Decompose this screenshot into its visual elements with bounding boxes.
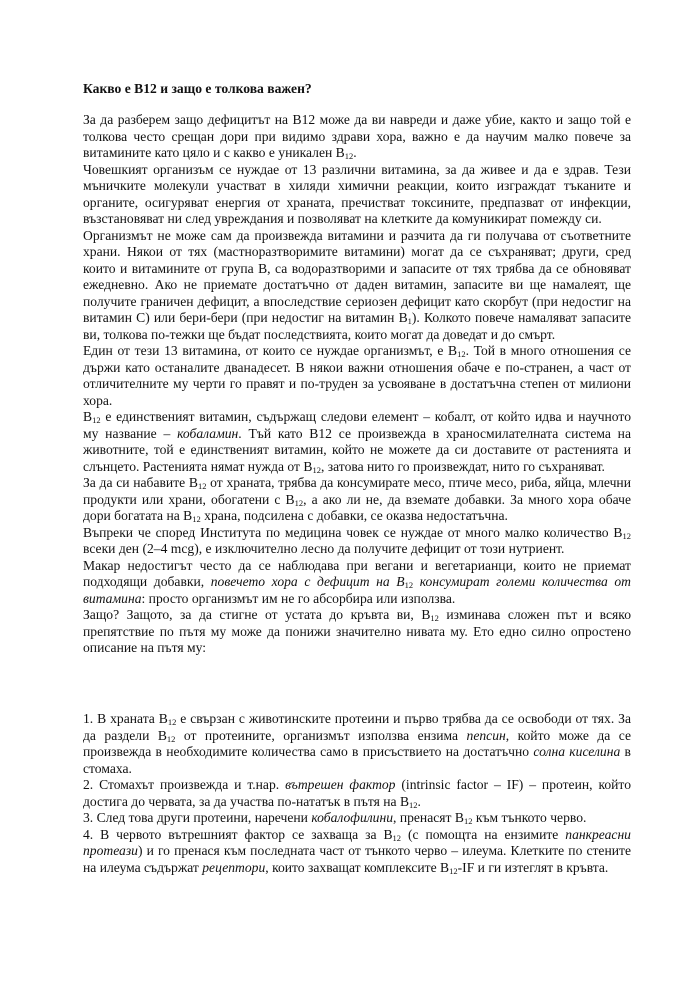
paragraph-4	[83, 343, 631, 409]
paragraph-text: , затова нито го произвеждат, нито го съхраняват.	[320, 458, 605, 474]
subscript: 12	[344, 151, 354, 161]
paragraph-text: В	[83, 409, 93, 424]
subscript: 12	[463, 816, 473, 826]
list-text: 2. Стомахът произвежда и т.нар.	[83, 777, 286, 792]
italic-term: кобалофилини	[311, 810, 394, 825]
paragraph-text: Един от тези 13 витамина, от които се нуждае организмът, е В	[83, 343, 458, 358]
italic-term: вътрешен фактор	[285, 777, 396, 792]
list-item-2	[83, 777, 631, 810]
paragraph-text: , а ако ли не, да вземате добавки. За много хора обаче дори богатата на В	[83, 491, 632, 523]
document-title: Какво е В12 и защо е толкова важен?	[83, 81, 312, 96]
paragraph-text: . Тъй като В12 се произвежда в храносмилателната система на животните, той е единственият витамин, който не можете да си доставите от растенията и слънцето. Растенията нямат нужда от В	[83, 425, 631, 474]
paragraph-text: храна, подсилена с добавки, се оказва недостатъчна.	[200, 508, 508, 523]
subscript: 1	[407, 316, 412, 326]
italic-term: солна киселина	[533, 744, 621, 759]
subscript: 12	[409, 799, 418, 810]
subscript: 12	[312, 464, 321, 475]
paragraph-2: Човешкият организъм се нуждае от 13 различни витамина, за да живее и да е здрав. Тези мъничките молекули участват в хиляди химични реакции, които изграждат тъканите и органите, осигуряват енергия от храната, пречистват токсините, предпазват от инфекции, възстановяват ни след увреждания и позволяват на клетките да комуникират помежду си.	[83, 161, 631, 226]
list-text: , който може да се произвежда в необходимите количества само в присъствието на достатъчно	[83, 727, 631, 759]
paragraph-text: Макар недостигът често да се наблюдава при вегани и вегетарианци, които не приемат подходящи добавки,	[83, 557, 631, 589]
list-item-1	[83, 711, 631, 777]
list-text: в стомаха.	[83, 744, 631, 776]
list-text: ) и го пренася към последната част от тънкото черво – илеума. Клетките по стените на илеума съдържат	[83, 843, 631, 875]
paragraph-text: . Той в много отношения се държи като останалите дванадесет. В някои важни отношения обаче е по-странен, а част от отличителните му черти го правят и по-труден за усвояване в достатъчна степен от милиони хора.	[83, 343, 631, 408]
italic-term: кобаламин	[177, 425, 239, 441]
list-text: 3. След това други протеини, наречени	[83, 810, 312, 825]
numbered-list	[83, 711, 631, 876]
subscript: 12	[167, 717, 177, 727]
italic-term: рецептори	[202, 859, 266, 875]
italic-term: панкреасни протеази	[83, 826, 631, 858]
list-text: от протеините, организмът използва ензима	[175, 727, 467, 743]
list-text: .	[417, 793, 421, 809]
paragraph-7	[83, 525, 631, 558]
paragraph-text: ). Колкото повече намаляват запасите ви, толкова по-тежки ще бъдат последствията, които могат да доведат и до смърт.	[83, 310, 631, 342]
subscript: 12	[166, 733, 176, 744]
paragraph-5	[83, 409, 631, 475]
subscript: 12	[197, 481, 207, 491]
list-text: към тънкото черво.	[472, 810, 587, 825]
paragraph-9	[83, 607, 631, 657]
italic-term: пепсин	[466, 727, 506, 743]
paragraph-text: изминава сложен път и всяко препятствие по пътя му може да понижи значително нивата му. Ето едно силно опростено описание на пътя му:	[83, 607, 631, 655]
paragraph-text: Защо? Защото, за да стигне от устата до кръвта ви, В	[83, 607, 431, 622]
subscript: 12	[430, 613, 439, 623]
subscript: 12	[449, 865, 458, 876]
list-text: 4. В червото вътрешният фактор се захваща за В	[83, 826, 393, 842]
list-item-3	[83, 810, 631, 827]
subscript: 12	[294, 497, 304, 508]
list-text: -IF и ги изтеглят в кръвта.	[457, 859, 609, 875]
subscript: 12	[457, 349, 466, 359]
paragraph-text: е единственият витамин, съдържащ следови елемент – кобалт, от който идва и научното му название –	[83, 409, 631, 441]
list-text: е свързан с животинските протеини и първо трябва да се освободи от тях. За да раздели В	[83, 711, 631, 743]
list-text: , пренасят В	[393, 810, 464, 825]
list-text: (intrinsic factor – IF) – протеин, който достига до червата, за да участва по-нататък в пътя на В	[83, 777, 631, 809]
paragraph-6	[83, 475, 631, 525]
paragraph-1	[83, 112, 631, 162]
subscript: 12	[392, 832, 402, 843]
list-text: , които захващат комплексите В	[265, 859, 450, 875]
paragraph-3	[83, 228, 631, 344]
list-text: (с помощта на ензимите	[401, 826, 566, 842]
italic-phrase: повечето хора с дефицит на	[210, 574, 390, 589]
list-text: 1. В храната В	[83, 711, 168, 726]
subscript: 12	[622, 530, 631, 541]
italic-phrase: консумират големи количества от витамина	[83, 574, 631, 606]
subscript: 12	[92, 415, 101, 425]
paragraph-text: .	[353, 145, 357, 160]
paragraph-8	[83, 558, 631, 608]
paragraph-text: За да си набавите В	[83, 475, 198, 490]
paragraph-text: от храната, трябва да консумирате месо, птиче месо, риба, яйца, млечни продукти или храни, обогатени с В	[83, 475, 631, 507]
subscript: 12	[404, 580, 414, 590]
paragraph-text: : просто организмът им не го абсорбира или използва.	[141, 590, 456, 606]
subscript: 12	[192, 514, 201, 524]
list-item-4	[83, 827, 631, 877]
paragraph-text: Въпреки че според Института по медицина човек се нуждае от много малко количество В	[83, 524, 623, 540]
paragraph-text: Организмът не може сам да произвежда витамини и разчита да ги получава от съответните храни. Някои от тях (мастноразтворимите витамини) могат да се съхраняват; други, сред които и витамините от група В, са водоразтворими и запасите от тях трябва да се обновяват ежедневно. Ако не приемате достатъчно от даден витамин, запасите ви ще намалеят, ще получите граничен дефицит, а впоследствие сериозен дефицит като скорбут (при недостиг на витамин С) или бери-бери (при недостиг на витамин В	[83, 227, 631, 325]
paragraph-text: За да разберем защо дефицитът на В12 може да ви навреди и даже убие, както и защо той е толкова често срещан дори при видимо здрави хора, важно е да научим малко повече за витамините като цяло и с какво е уникален В	[83, 112, 631, 160]
document-body	[83, 112, 631, 657]
paragraph-text: всеки ден (2–4 mcg), е изключително лесно да получите дефицит от този нутриент.	[83, 541, 565, 556]
italic-phrase: В	[389, 574, 405, 589]
